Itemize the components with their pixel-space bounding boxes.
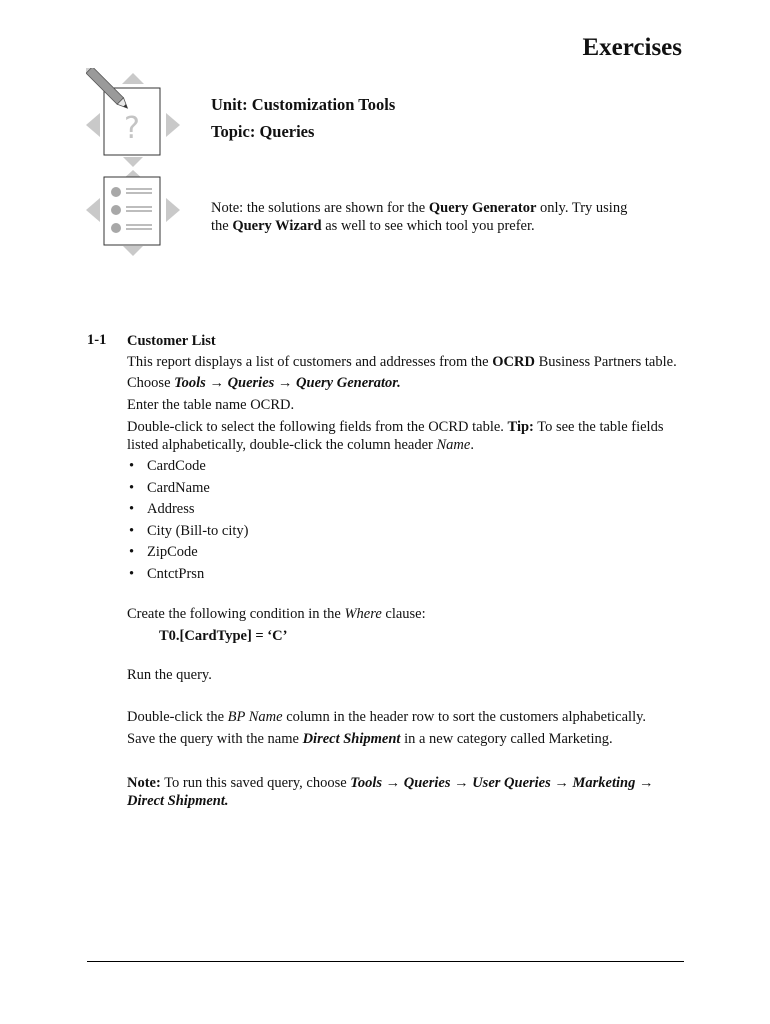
enter-table-step: Enter the table name OCRD. [127,397,295,413]
exercise-question-icon [86,68,180,168]
topic-heading: Topic: Queries [211,122,315,141]
select-fields-step: Double-click to select the following fields from the OCRD table. Tip: To see the table fields listed alphabetically, double-click the column header Name. [127,419,664,453]
list-item: • CntctPrsn [127,565,687,587]
section-number: 1-1 [87,332,107,348]
list-item: • Address [127,500,687,522]
svg-text:?: ? [124,111,140,146]
section-heading: Customer List [127,333,216,349]
list-item: • CardCode [127,457,687,479]
run-step: Run the query. [127,667,212,683]
section-body [127,332,687,810]
choose-step: Choose Tools → Queries → Query Generator. [127,375,401,391]
bullet-list-icon [86,170,180,256]
unit-heading: Unit: Customization Tools [211,95,396,114]
saved-query-note: Note: To run this saved query, choose Tools → Queries → User Queries → Marketing → Direct Shipment. [127,775,654,809]
description-paragraph: This report displays a list of customers and addresses from the OCRD Business Partners table. [127,354,677,370]
list-item: • ZipCode [127,543,687,565]
footer-divider [87,961,684,962]
intro-note: Note: the solutions are shown for the Query Generator only. Try using the Query Wizard as well to see which tool you prefer. [211,200,628,234]
list-item: • City (Bill-to city) [127,522,687,544]
field-list [127,457,687,586]
save-step: Save the query with the name Direct Shipment in a new category called Marketing. [127,731,613,747]
sort-step: Double-click the BP Name column in the header row to sort the customers alphabetically. [127,709,647,725]
list-item: • CardName [127,479,687,501]
condition-intro: Create the following condition in the Where clause: [127,606,426,622]
page-title: Exercises [582,34,682,61]
where-condition: T0.[CardType] = ‘C’ [159,628,288,644]
